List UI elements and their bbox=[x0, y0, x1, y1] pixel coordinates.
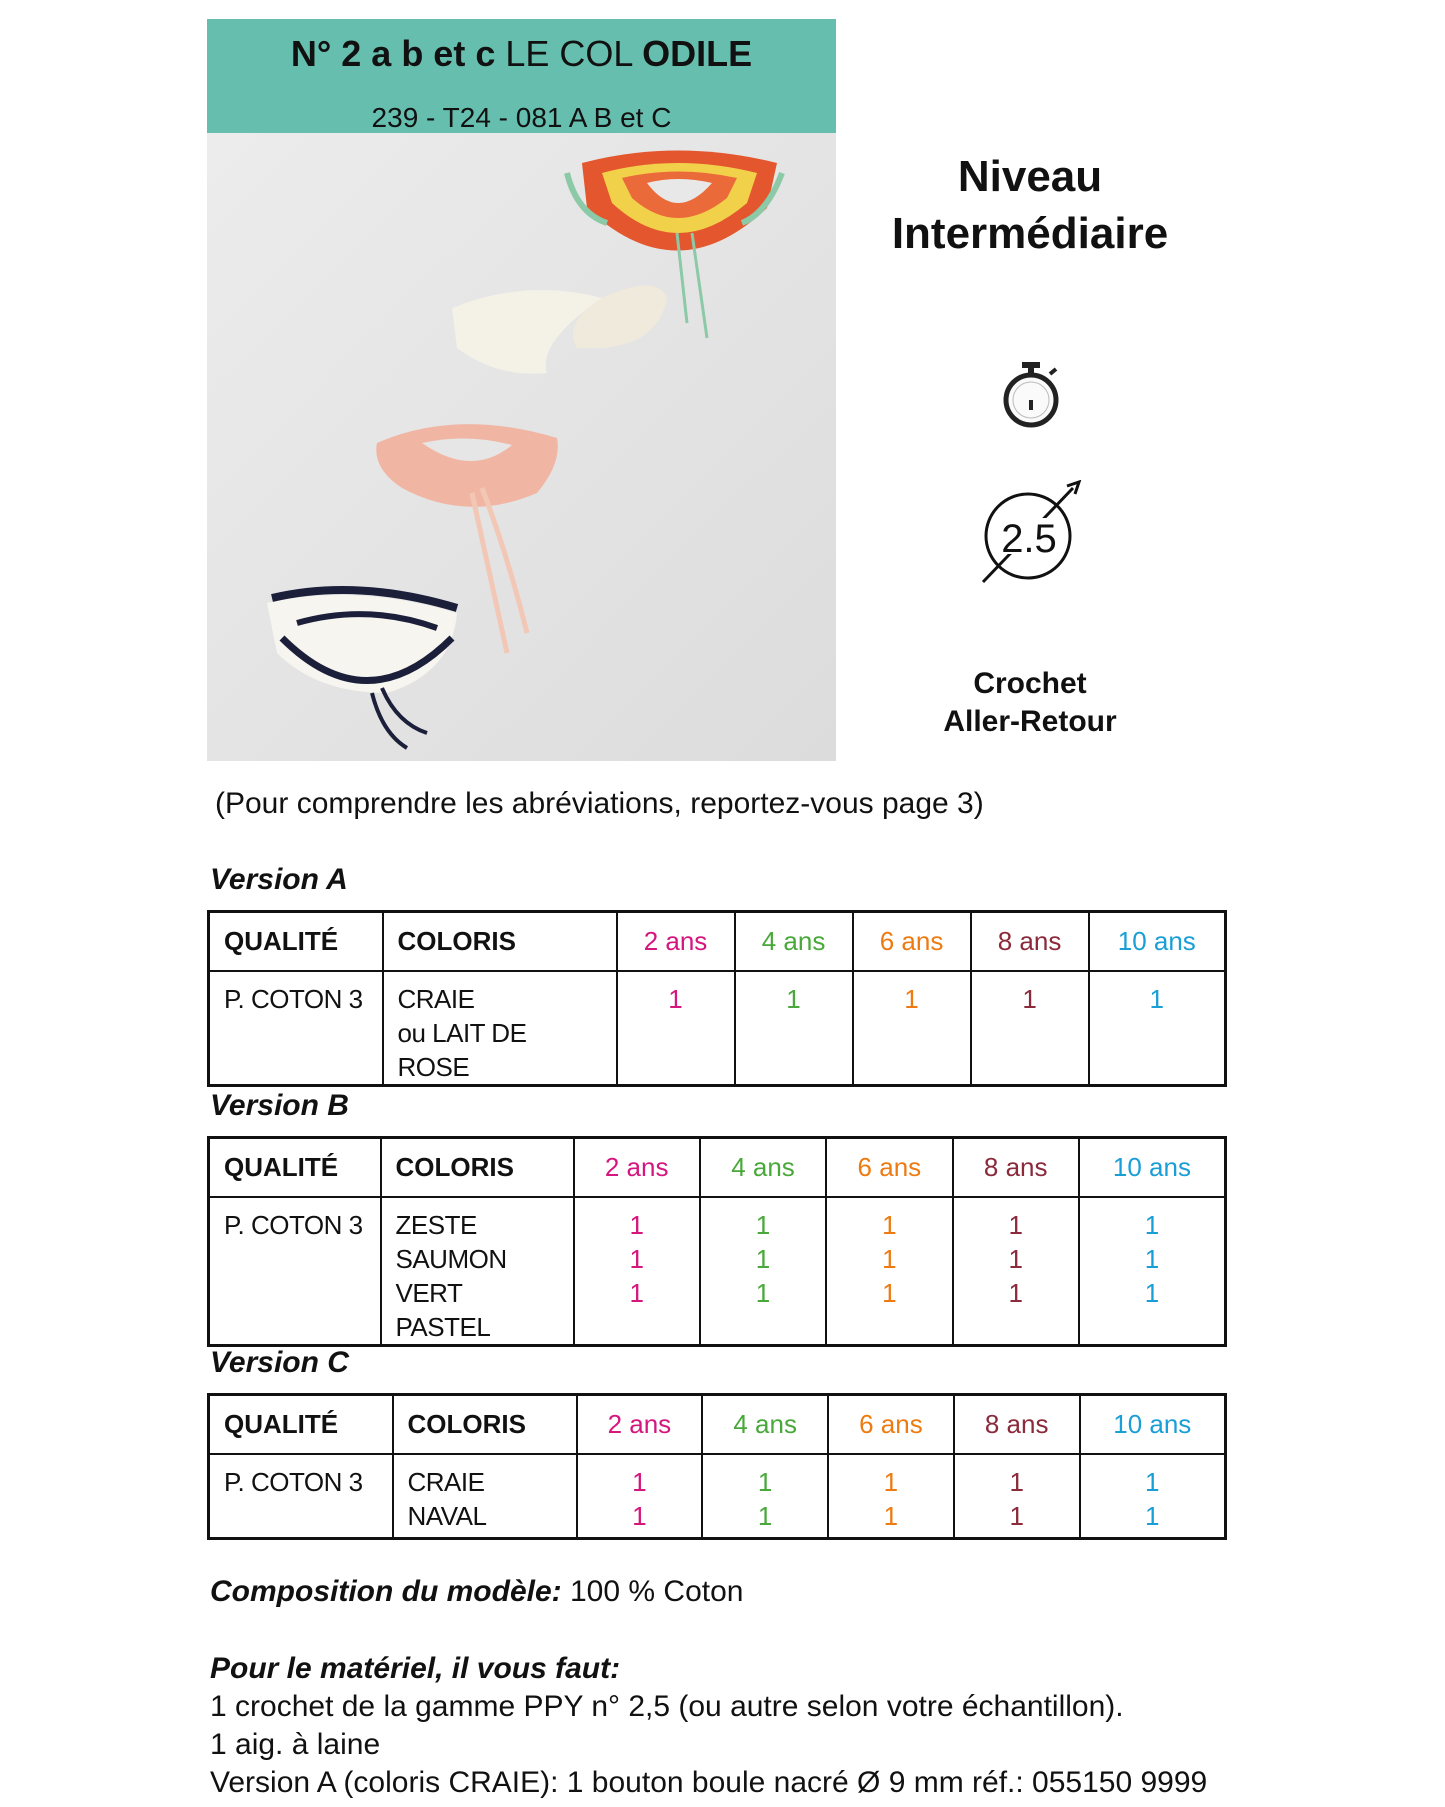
header-size-4: 4 ans bbox=[735, 912, 853, 972]
table-header-row bbox=[209, 912, 1226, 972]
product-photo bbox=[207, 133, 836, 761]
colors-cell: CRAIE ou LAIT DE ROSE bbox=[383, 971, 617, 1086]
abbreviations-note: (Pour comprendre les abréviations, reportez-vous page 3) bbox=[215, 787, 984, 820]
composition-label: Composition du modèle: bbox=[210, 1575, 562, 1608]
composition-value: 100 % Coton bbox=[570, 1575, 744, 1608]
header-colors: COLORIS bbox=[381, 1138, 574, 1198]
header-size-2: 2 ans bbox=[574, 1138, 700, 1198]
header-size-8: 8 ans bbox=[953, 1138, 1079, 1198]
qty-2: 1 1 bbox=[577, 1454, 703, 1538]
table-header-row bbox=[209, 1138, 1226, 1198]
qty-10: 1 1 bbox=[1080, 1454, 1226, 1538]
header-size-2: 2 ans bbox=[617, 912, 735, 972]
qty-10: 1 bbox=[1089, 971, 1226, 1086]
difficulty-level: Niveau Intermédiaire bbox=[891, 152, 1169, 258]
quality-cell: P. COTON 3 bbox=[209, 1197, 381, 1346]
header-quality: QUALITÉ bbox=[209, 1395, 393, 1455]
material-line: Version A (coloris CRAIE): 1 bouton boule nacré Ø 9 mm réf.: 055150 9999 bbox=[210, 1766, 1208, 1799]
technique-label: Crochet Aller-Retour bbox=[943, 667, 1117, 738]
header-size-6: 6 ans bbox=[826, 1138, 952, 1198]
header-quality: QUALITÉ bbox=[209, 912, 383, 972]
table-row bbox=[209, 1197, 1226, 1346]
header-size-8: 8 ans bbox=[954, 1395, 1080, 1455]
qty-2: 1 bbox=[617, 971, 735, 1086]
header-banner bbox=[207, 19, 836, 133]
quality-cell: P. COTON 3 bbox=[209, 1454, 393, 1538]
pattern-title: N° 2 a b et c LE COL ODILE bbox=[290, 33, 753, 74]
colors-cell: CRAIE NAVAL bbox=[393, 1454, 577, 1538]
table-row bbox=[209, 1454, 1226, 1538]
qty-4: 1 1 bbox=[702, 1454, 828, 1538]
qty-10: 1 1 1 bbox=[1079, 1197, 1226, 1346]
header-colors: COLORIS bbox=[383, 912, 617, 972]
qty-8: 1 1 bbox=[954, 1454, 1080, 1538]
composition bbox=[210, 1575, 743, 1609]
material-section bbox=[210, 1650, 1207, 1802]
material-line: 1 aig. à laine bbox=[210, 1728, 381, 1761]
header-size-10: 10 ans bbox=[1089, 912, 1226, 972]
header-size-2: 2 ans bbox=[577, 1395, 703, 1455]
header-size-6: 6 ans bbox=[853, 912, 971, 972]
header-size-4: 4 ans bbox=[702, 1395, 828, 1455]
qty-6: 1 1 1 bbox=[826, 1197, 952, 1346]
version-a-title: Version A bbox=[210, 863, 348, 896]
qty-2: 1 1 1 bbox=[574, 1197, 700, 1346]
material-title: Pour le matériel, il vous faut: bbox=[210, 1652, 621, 1685]
version-a-table bbox=[207, 910, 1227, 1087]
qty-8: 1 1 1 bbox=[953, 1197, 1079, 1346]
version-c-title: Version C bbox=[210, 1346, 349, 1379]
version-b-table bbox=[207, 1136, 1227, 1347]
qty-6: 1 1 bbox=[828, 1454, 954, 1538]
collars-illustration bbox=[207, 133, 836, 761]
pattern-reference: 239 - T24 - 081 A B et C bbox=[371, 102, 672, 133]
header-size-6: 6 ans bbox=[828, 1395, 954, 1455]
hook-size-label: 2.5 bbox=[1001, 517, 1057, 561]
header-size-10: 10 ans bbox=[1080, 1395, 1226, 1455]
qty-6: 1 bbox=[853, 971, 971, 1086]
version-b-title: Version B bbox=[210, 1089, 349, 1122]
table-row bbox=[209, 971, 1226, 1086]
qty-8: 1 bbox=[971, 971, 1089, 1086]
material-line: 1 crochet de la gamme PPY n° 2,5 (ou autre selon votre échantillon). bbox=[210, 1690, 1124, 1723]
header-size-4: 4 ans bbox=[700, 1138, 826, 1198]
header-size-10: 10 ans bbox=[1079, 1138, 1226, 1198]
header-colors: COLORIS bbox=[393, 1395, 577, 1455]
header-quality: QUALITÉ bbox=[209, 1138, 381, 1198]
qty-4: 1 bbox=[735, 971, 853, 1086]
table-header-row bbox=[209, 1395, 1226, 1455]
qty-4: 1 1 1 bbox=[700, 1197, 826, 1346]
crochet-hook-size-icon bbox=[975, 480, 1087, 588]
colors-cell: ZESTE SAUMON VERT PASTEL bbox=[381, 1197, 574, 1346]
header-size-8: 8 ans bbox=[971, 912, 1089, 972]
stopwatch-icon bbox=[998, 360, 1064, 430]
version-c-table bbox=[207, 1393, 1227, 1540]
quality-cell: P. COTON 3 bbox=[209, 971, 383, 1086]
